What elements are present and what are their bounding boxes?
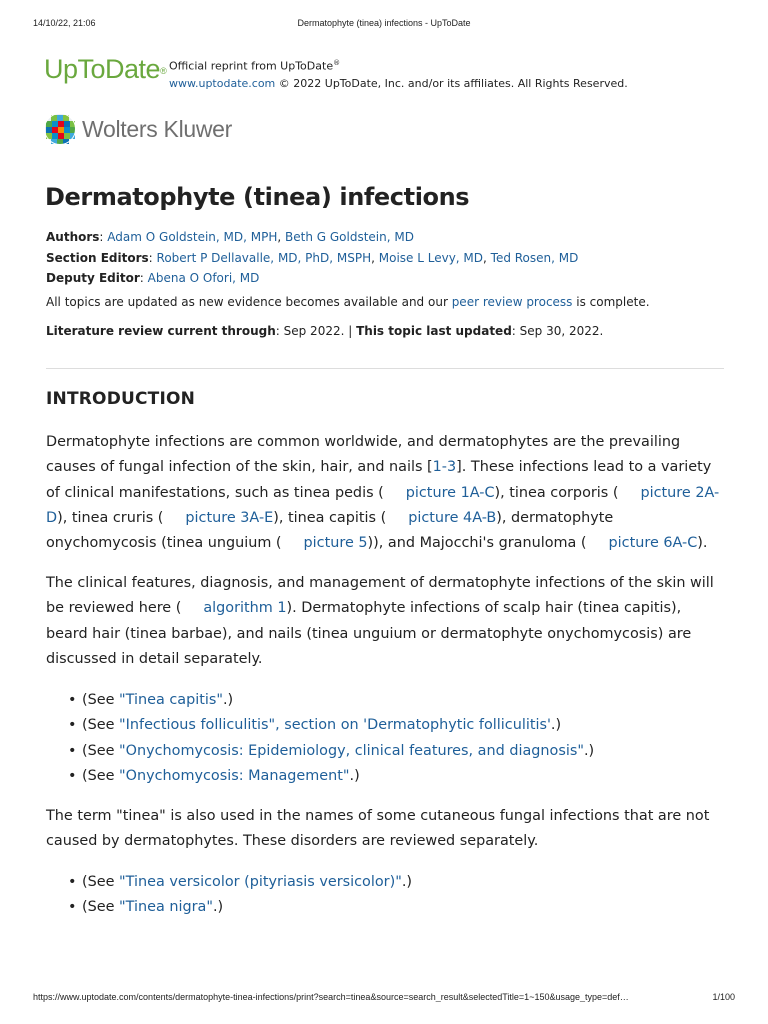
update-note-end: is complete.	[572, 295, 650, 309]
lit-review-value: : Sep 2022. |	[275, 324, 357, 338]
article-contributors	[46, 227, 578, 289]
brand-header	[44, 54, 728, 88]
deputy-editor-label: Deputy Editor	[46, 271, 140, 285]
section-heading-introduction: INTRODUCTION	[46, 389, 196, 409]
reprint-line: Official reprint from UpToDate	[169, 59, 334, 73]
see-prefix: (See	[82, 692, 120, 708]
topic-link[interactable]: "Infectious folliculitis", section on 'Dermatophytic folliculitis'	[119, 717, 551, 734]
see-prefix: (See	[82, 742, 120, 759]
deputy-editor-link[interactable]: Abena O Ofori, MD	[147, 271, 260, 285]
uptodate-logo[interactable]	[44, 54, 166, 84]
author-link[interactable]: Beth G Goldstein, MD	[285, 230, 414, 244]
see-prefix: (See	[82, 717, 120, 734]
authors-line: Authors: Adam O Goldstein, MD, MPH, Beth G Goldstein, MD	[46, 230, 414, 244]
section-editor-link[interactable]: Robert P Dellavalle, MD, PhD, MSPH	[156, 250, 372, 265]
deputy-editor-line: Deputy Editor: Abena O Ofori, MD	[46, 271, 260, 285]
topic-link[interactable]: "Tinea nigra"	[119, 899, 213, 916]
see-prefix: (See	[82, 874, 120, 890]
wolters-kluwer-logo-icon	[44, 113, 76, 145]
reference-link[interactable]: 1-3	[432, 459, 457, 476]
see-suffix: .)	[401, 874, 413, 890]
copyright-text: © 2022 UpToDate, Inc. and/or its affiliates. All Rights Reserved.	[275, 76, 628, 90]
paragraph-text: Dermatophyte infections are common worldwide, and dermatophytes are the prevailing causes of fungal infection of the skin, hair, and nails [	[46, 434, 681, 476]
topic-link[interactable]: "Onychomycosis: Epidemiology, clinical features, and diagnosis"	[119, 742, 584, 759]
list-item	[68, 688, 594, 713]
see-suffix: .)	[222, 692, 234, 708]
see-prefix: (See	[82, 767, 120, 784]
see-also-list-2	[68, 870, 412, 921]
topic-link[interactable]: "Tinea capitis"	[119, 692, 223, 708]
print-page-title: Dermatophyte (tinea) infections - UpToDate	[297, 18, 471, 28]
section-editor-link[interactable]: Moise L Levy, MD	[378, 250, 484, 265]
topic-link[interactable]: "Onychomycosis: Management"	[119, 767, 350, 784]
update-note	[46, 295, 650, 309]
see-also-list-1	[68, 688, 594, 789]
reprint-notice	[169, 55, 628, 92]
see-suffix: .)	[583, 742, 595, 759]
authors-label: Authors	[46, 230, 100, 244]
paragraph-text: ), tinea capitis (	[273, 509, 387, 526]
reprint-mark: ®	[333, 59, 341, 67]
list-item	[68, 739, 594, 764]
picture-link[interactable]: picture 5	[303, 535, 368, 552]
list-item	[68, 764, 594, 789]
see-prefix: (See	[82, 899, 120, 916]
section-editors-label: Section Editors	[46, 250, 149, 265]
wolters-kluwer-wordmark: Wolters Kluwer	[82, 116, 233, 142]
list-item	[68, 870, 412, 895]
intro-paragraph-3: The term "tinea" is also used in the names of some cutaneous fungal infections that are not caused by dermatophytes. These disorders are reviewed separately.	[46, 808, 710, 850]
uptodate-logo-mark: ®	[160, 66, 167, 76]
paragraph-text: ).	[697, 535, 708, 552]
paragraph-text: ). Dermatophyte infections of scalp hair (tinea capitis), beard hair (tinea barbae), and nails (tinea unguium or dermatophyte onychomycosis) are discussed in detail separately.	[46, 600, 692, 667]
lit-review-label: Literature review current through	[46, 324, 276, 338]
list-item	[68, 895, 412, 920]
section-editors-line: Section Editors: Robert P Dellavalle, MD, PhD, MSPH, Moise L Levy, MD, Ted Rosen, MD	[46, 250, 579, 265]
list-item	[68, 713, 594, 738]
see-suffix: .)	[212, 899, 224, 916]
algorithm-link[interactable]: algorithm 1	[203, 600, 287, 617]
paragraph-text: The clinical features, diagnosis, and management of dermatophyte infections of the skin will be reviewed here (	[46, 575, 714, 617]
print-timestamp: 14/10/22, 21:06	[33, 18, 96, 28]
see-suffix: .)	[349, 767, 360, 784]
print-header	[33, 18, 735, 32]
uptodate-logo-text: UpToDate	[44, 54, 161, 84]
picture-link[interactable]: picture 6A-C	[608, 535, 698, 552]
paragraph-text: ), tinea corporis (	[494, 484, 619, 501]
topic-link[interactable]: "Tinea versicolor (pityriasis versicolor)"	[119, 874, 402, 890]
last-updated-value: : Sep 30, 2022.	[511, 324, 604, 338]
see-suffix: .)	[550, 717, 562, 734]
uptodate-site-link[interactable]: www.uptodate.com	[169, 76, 276, 90]
paragraph-text: ]. These infections lead to a variety of clinical manifestations, such as tinea pedis (	[46, 459, 712, 501]
update-note-text: All topics are updated as new evidence becomes available and our	[46, 295, 452, 309]
picture-link[interactable]: picture 2A-D	[46, 484, 720, 526]
picture-link[interactable]: picture 3A-E	[185, 509, 274, 526]
last-updated-label: This topic last updated	[356, 324, 512, 338]
paragraph-text: )), and Majocchi's granuloma (	[367, 535, 587, 552]
paragraph-text: ), tinea cruris (	[57, 509, 164, 526]
print-url: https://www.uptodate.com/contents/dermatophyte-tinea-infections/print?search=tinea&source=search_result&selectedTitle=1~150&usage_type=def…	[33, 992, 629, 1002]
intro-paragraph-1	[46, 430, 726, 556]
picture-link[interactable]: picture 1A-C	[405, 484, 495, 501]
section-editor-link[interactable]: Ted Rosen, MD	[490, 250, 579, 265]
review-dates	[46, 324, 603, 338]
peer-review-link[interactable]: peer review process	[451, 295, 573, 309]
page-title: Dermatophyte (tinea) infections	[45, 183, 470, 211]
intro-paragraph-2	[46, 571, 726, 672]
author-link[interactable]: Adam O Goldstein, MD, MPH	[107, 230, 278, 244]
page-number: 1/100	[712, 992, 735, 1002]
section-divider	[46, 368, 724, 369]
print-footer	[33, 992, 735, 1006]
paragraph-text: ), dermatophyte onychomycosis (tinea unguium (	[46, 509, 614, 552]
picture-link[interactable]: picture 4A-B	[408, 509, 497, 526]
